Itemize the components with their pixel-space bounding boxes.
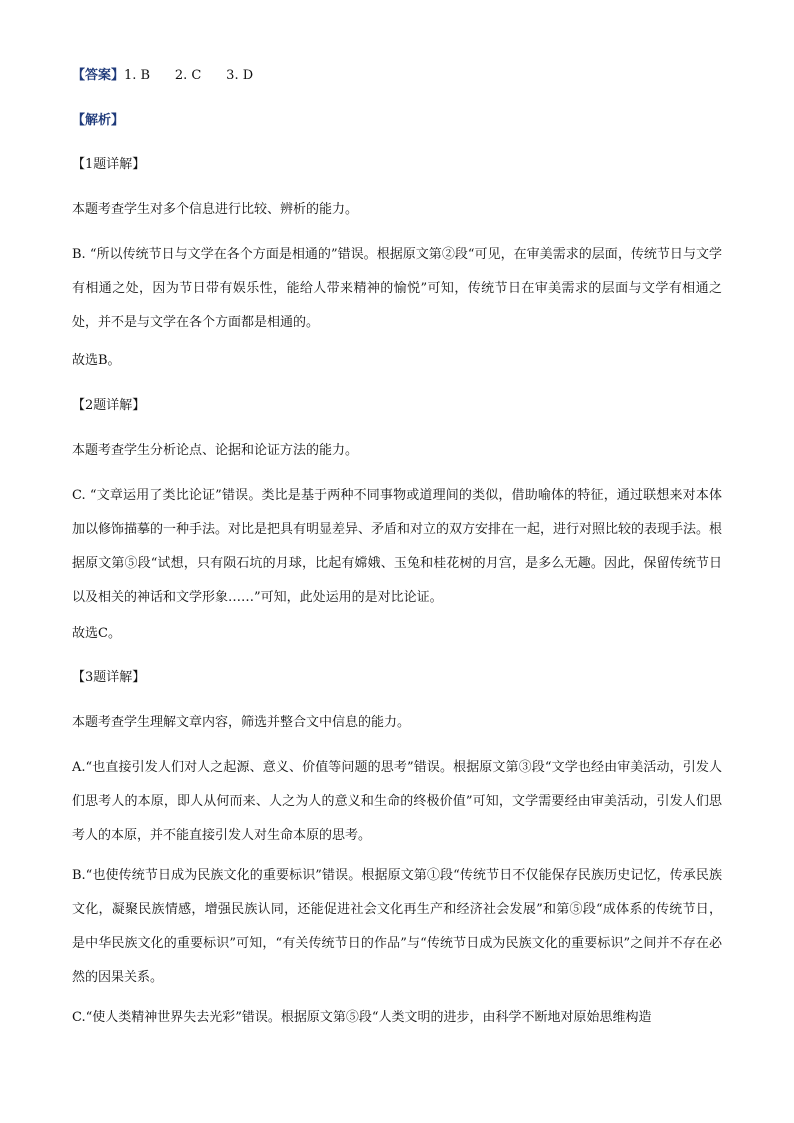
q3-intro: 本题考查学生理解文章内容，筛选并整合文中信息的能力。: [72, 715, 411, 730]
answer-label: 【答案】: [72, 68, 125, 83]
q1-heading: 【1题详解】: [72, 157, 146, 172]
q3-option-a-explanation: A.“也直接引发人们对人之起源、意义、价值等问题的思考”错误。根据原文第③段“文学也经由审美活动，引发人们思考人的本原，即人从何而来、人之为人的意义和生命的终极价值”可知，文学需要经由审美活动，引发人们思考人的本原，并不能直接引发人对生命本原的思考。: [72, 760, 722, 843]
q2-conclusion: 故选C。: [72, 626, 121, 641]
q1-explanation: B. “所以传统节日与文学在各个方面是相通的”错误。根据原文第②段“可见，在审美需求的层面，传统节日与文学有相通之处，因为节日带有娱乐性，能给人带来精神的愉悦”可知，传统节日在审美需求的层面与文学有相通之处，并不是与文学在各个方面都是相通的。: [72, 247, 722, 330]
q3-heading: 【3题详解】: [72, 670, 146, 685]
q3-option-b-explanation: B.“也使传统节日成为民族文化的重要标识”错误。根据原文第①段“传统节日不仅能保存民族历史记忆，传承民族文化，凝聚民族情感，增强民族认同，还能促进社会文化再生产和经济社会发展”和第⑤段“成体系的传统节日，是中华民族文化的重要标识”可知，“有关传统节日的作品”与“传统节日成为民族文化的重要标识”之间并不存在必然的因果关系。: [72, 868, 722, 985]
q1-intro: 本题考查学生对多个信息进行比较、辨析的能力。: [72, 202, 359, 217]
q1-conclusion: 故选B。: [72, 353, 121, 368]
analysis-label: 【解析】: [72, 113, 125, 128]
answer-line: [72, 68, 722, 84]
answer-items: 1. B 2. C 3. D: [124, 68, 254, 83]
q3-option-c-explanation: C.“使人类精神世界失去光彩”错误。根据原文第⑤段“人类文明的进步，由科学不断地对原始思维构造: [72, 1010, 652, 1025]
q2-intro: 本题考查学生分析论点、论据和论证方法的能力。: [72, 443, 359, 458]
q2-heading: 【2题详解】: [72, 398, 146, 413]
q2-explanation: C. “文章运用了类比论证”错误。类比是基于两种不同事物或道理间的类似，借助喻体的特征，通过联想来对本体加以修饰描摹的一种手法。对比是把具有明显差异、矛盾和对立的双方安排在一起，进行对照比较的表现手法。根据原文第⑤段“试想，只有陨石坑的月球，比起有嫦娥、玉兔和桂花树的月宫，是多么无趣。因此，保留传统节日以及相关的神话和文学形象……”可知，此处运用的是对比论证。: [72, 488, 723, 605]
